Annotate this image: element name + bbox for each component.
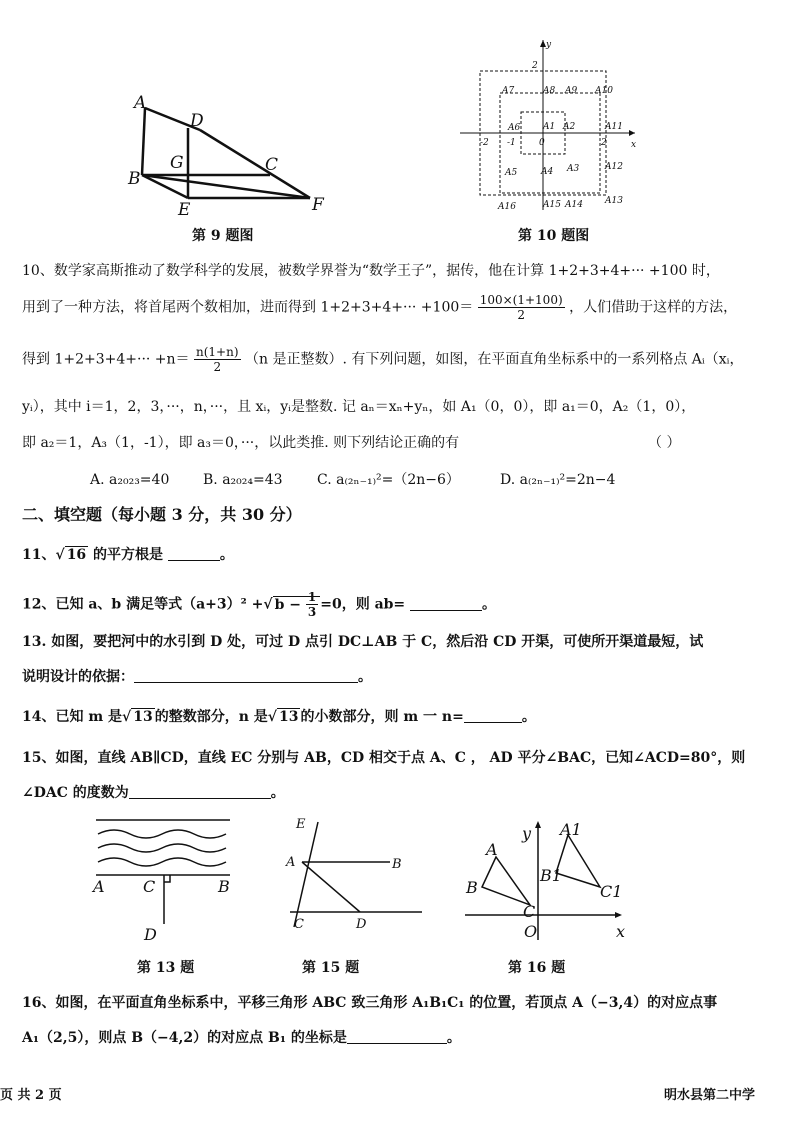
fig10-A1: A1: [543, 122, 556, 132]
figure-13: [88, 812, 238, 952]
fig10-A6: A6: [508, 123, 521, 133]
fig15-label-A: A: [286, 855, 296, 870]
fig13-caption: 第 13 题: [137, 960, 195, 976]
fig16-label-C: C: [523, 902, 536, 921]
q10-fraction-2: [194, 345, 241, 374]
q16-answer-blank[interactable]: [347, 1029, 447, 1044]
fig9-caption: 第 9 题图: [192, 228, 254, 244]
q12: 12、已知 a、b 满足等式（a+3）² +√ b − $\frac{1}{3}$ =0，则 ab= 。: [22, 590, 497, 619]
fig10-tick-right: 2: [601, 138, 607, 148]
q14-pre: 14、已知 m 是: [22, 709, 123, 725]
fig10-tick-left1: -1: [507, 138, 516, 148]
q12-answer-blank[interactable]: [410, 596, 482, 611]
fig13-label-D: D: [144, 925, 157, 944]
q12-pre: 12、已知 a、b 满足等式（a+3）² +: [22, 596, 264, 613]
q12-end: 。: [482, 596, 497, 613]
fig10-A5: A5: [505, 168, 518, 178]
fig16-label-B: B: [466, 878, 478, 897]
fig10-origin: 0: [539, 138, 545, 148]
figure-10: [455, 35, 645, 215]
q13-line2: [22, 667, 372, 687]
q14-radicand-2: 13: [279, 709, 299, 725]
fig10-A3: A3: [567, 164, 580, 174]
fig16-axis-x: x: [616, 922, 626, 941]
footer-school-name: 明水县第二中学: [664, 1088, 756, 1103]
fig10-A8: A8: [543, 86, 556, 96]
q13-line2-text: 说明设计的依据：: [22, 669, 134, 685]
fig15-label-C: C: [294, 917, 304, 932]
fig10-A2: A2: [563, 122, 576, 132]
q12-fraction: [306, 590, 318, 619]
fig10-A7: A7: [502, 86, 515, 96]
q10-line2: [22, 293, 737, 322]
fig10-A15: A15: [543, 200, 561, 210]
q10-option-a[interactable]: A. a₂₀₂₃=40: [90, 472, 170, 488]
footer-page-number: 页 共 2 页: [0, 1088, 62, 1103]
fig15-label-B: B: [392, 857, 402, 872]
fig9-label-A: A: [134, 93, 147, 113]
q10-frac2-den: 2: [213, 360, 222, 374]
fig9-label-B: B: [128, 169, 141, 189]
fig10-axis-y: y: [546, 40, 552, 50]
fig10-A10: A10: [595, 86, 613, 96]
q12-rad-pre: b −: [274, 596, 301, 613]
fig13-label-B: B: [218, 877, 230, 896]
fig9-label-G: G: [170, 153, 184, 173]
q11-pre: 11、: [22, 547, 56, 563]
q10-line2-post: ，人们借助于这样的方法，: [569, 299, 738, 316]
q10-line3-post: （n 是正整数）. 有下列问题，如图，在平面直角坐标系中的一系列格点 Aᵢ（xᵢ，: [244, 351, 744, 368]
q10-frac2-num: n(1+n): [196, 345, 239, 359]
fig10-A16: A16: [498, 202, 516, 212]
fig16-label-O: O: [524, 922, 538, 941]
fig16-label-A1: A1: [560, 820, 582, 839]
q13-end: 。: [358, 669, 372, 685]
q14-radicand-1: 13: [133, 709, 153, 725]
q10-line4: yᵢ），其中 i＝1，2，3，···，n，···，且 xᵢ，yᵢ是整数. 记 aₙ＝xₙ+yₙ，如 A₁（0，0），即 a₁＝0，A₂（1，0），: [22, 399, 696, 415]
q12-post: =0，则 ab=: [320, 596, 406, 613]
q12-radicand: [273, 590, 321, 619]
q10-fraction-1: [478, 293, 565, 322]
q11-answer-blank[interactable]: [168, 546, 220, 561]
fig10-A13: A13: [605, 196, 623, 206]
q16-line2: [22, 1028, 461, 1048]
fig10-tick-left: -2: [480, 138, 489, 148]
q10-frac1-den: 2: [517, 308, 525, 322]
q10-line3-pre: 得到 1+2+3+4+··· +n＝: [22, 351, 190, 368]
figure-9: [120, 90, 340, 220]
q13-line1: 13. 如图，要把河中的水引到 D 处，可过 D 点引 DC⊥AB 于 C，然后沿 CD 开渠，可使所开渠道最短，试: [22, 634, 704, 650]
fig10-A9: A9: [565, 86, 578, 96]
fig13-label-A: A: [93, 877, 105, 896]
q15-answer-blank[interactable]: [129, 784, 271, 799]
fig10-A11: A11: [605, 122, 623, 132]
section-2-heading: 二、填空题（每小题 3 分，共 30 分）: [22, 505, 302, 524]
fig15-label-E: E: [296, 817, 306, 832]
q10-line2-pre: 用到了一种方法，将首尾两个数相加，进而得到 1+2+3+4+··· +100＝: [22, 299, 474, 316]
fig15-caption: 第 15 题: [302, 960, 360, 976]
q14-post: 的小数部分，则 m 一 n=: [300, 709, 464, 725]
q10-frac1-num: 100×(1+100): [479, 293, 563, 307]
q15-line2: [22, 783, 285, 803]
q12-frac-num: 1: [307, 590, 317, 604]
q14-mid: 的整数部分，n 是: [154, 709, 268, 725]
figure-16: [460, 815, 630, 945]
fig9-label-C: C: [265, 155, 279, 175]
q11-end: 。: [219, 547, 234, 563]
q14: 14、已知 m 是√ 13 的整数部分，n 是√ 13 的小数部分，则 m 一 n= 。: [22, 709, 536, 725]
fig16-label-B1: B1: [540, 866, 562, 885]
q11-radicand: 16: [66, 547, 87, 563]
fig16-caption: 第 16 题: [508, 960, 566, 976]
fig15-label-D: D: [356, 917, 367, 932]
q14-answer-blank[interactable]: [464, 708, 522, 723]
fig9-label-E: E: [178, 200, 191, 220]
q10-option-c[interactable]: C. a₍₂ₙ₋₁₎²=（2n−6）: [317, 472, 460, 488]
q10-option-b[interactable]: B. a₂₀₂₄=43: [203, 472, 283, 488]
q14-end: 。: [521, 709, 536, 725]
q15-end: 。: [270, 785, 285, 801]
fig10-A14: A14: [565, 200, 583, 210]
q10-option-d[interactable]: D. a₍₂ₙ₋₁₎²=2n−4: [500, 472, 616, 488]
fig16-axis-y: y: [522, 824, 532, 843]
fig10-caption: 第 10 题图: [518, 228, 590, 244]
fig10-A4: A4: [541, 167, 554, 177]
q16-line2-text: A₁（2,5），则点 B（−4,2）的对应点 B₁ 的坐标是: [22, 1030, 347, 1046]
fig10-axis-x: x: [631, 140, 637, 150]
q16-line1: 16、如图，在平面直角坐标系中，平移三角形 ABC 致三角形 A₁B₁C₁ 的位置，若顶点 A（−3,4）的对应点事: [22, 995, 718, 1011]
q11-post: 的平方根是: [93, 547, 164, 563]
q11: 11、√ 16 的平方根是 。: [22, 547, 234, 563]
fig16-label-C1: C1: [600, 882, 623, 901]
q13-answer-blank[interactable]: [134, 668, 358, 683]
q15-line1: 15、如图，直线 AB∥CD，直线 EC 分别与 AB，CD 相交于点 A、C ， AD 平分∠BAC，已知∠ACD=80°，则: [22, 750, 746, 766]
q12-frac-den: 3: [307, 605, 317, 619]
fig10-A12: A12: [605, 162, 623, 172]
q10-line3: [22, 345, 743, 374]
q10-line5: 即 a₂＝1，A₃（1，-1），即 a₃＝0，···，以此类推. 则下列结论正确的有: [22, 435, 460, 451]
fig10-tick-top: 2: [532, 61, 538, 71]
q16-end: 。: [446, 1030, 461, 1046]
figure-15: [280, 812, 430, 942]
q10-line1: 10、数学家高斯推动了数学科学的发展，被数学界誉为“数学王子”，据传，他在计算 1+2+3+4+··· +100 时，: [22, 263, 720, 279]
fig16-label-A: A: [486, 840, 498, 859]
q15-line2-text: ∠DAC 的度数为: [22, 785, 129, 801]
fig9-label-F: F: [312, 195, 324, 215]
fig13-label-C: C: [143, 877, 156, 896]
q10-answer-paren: （ ）: [648, 435, 681, 451]
fig9-label-D: D: [190, 111, 204, 131]
